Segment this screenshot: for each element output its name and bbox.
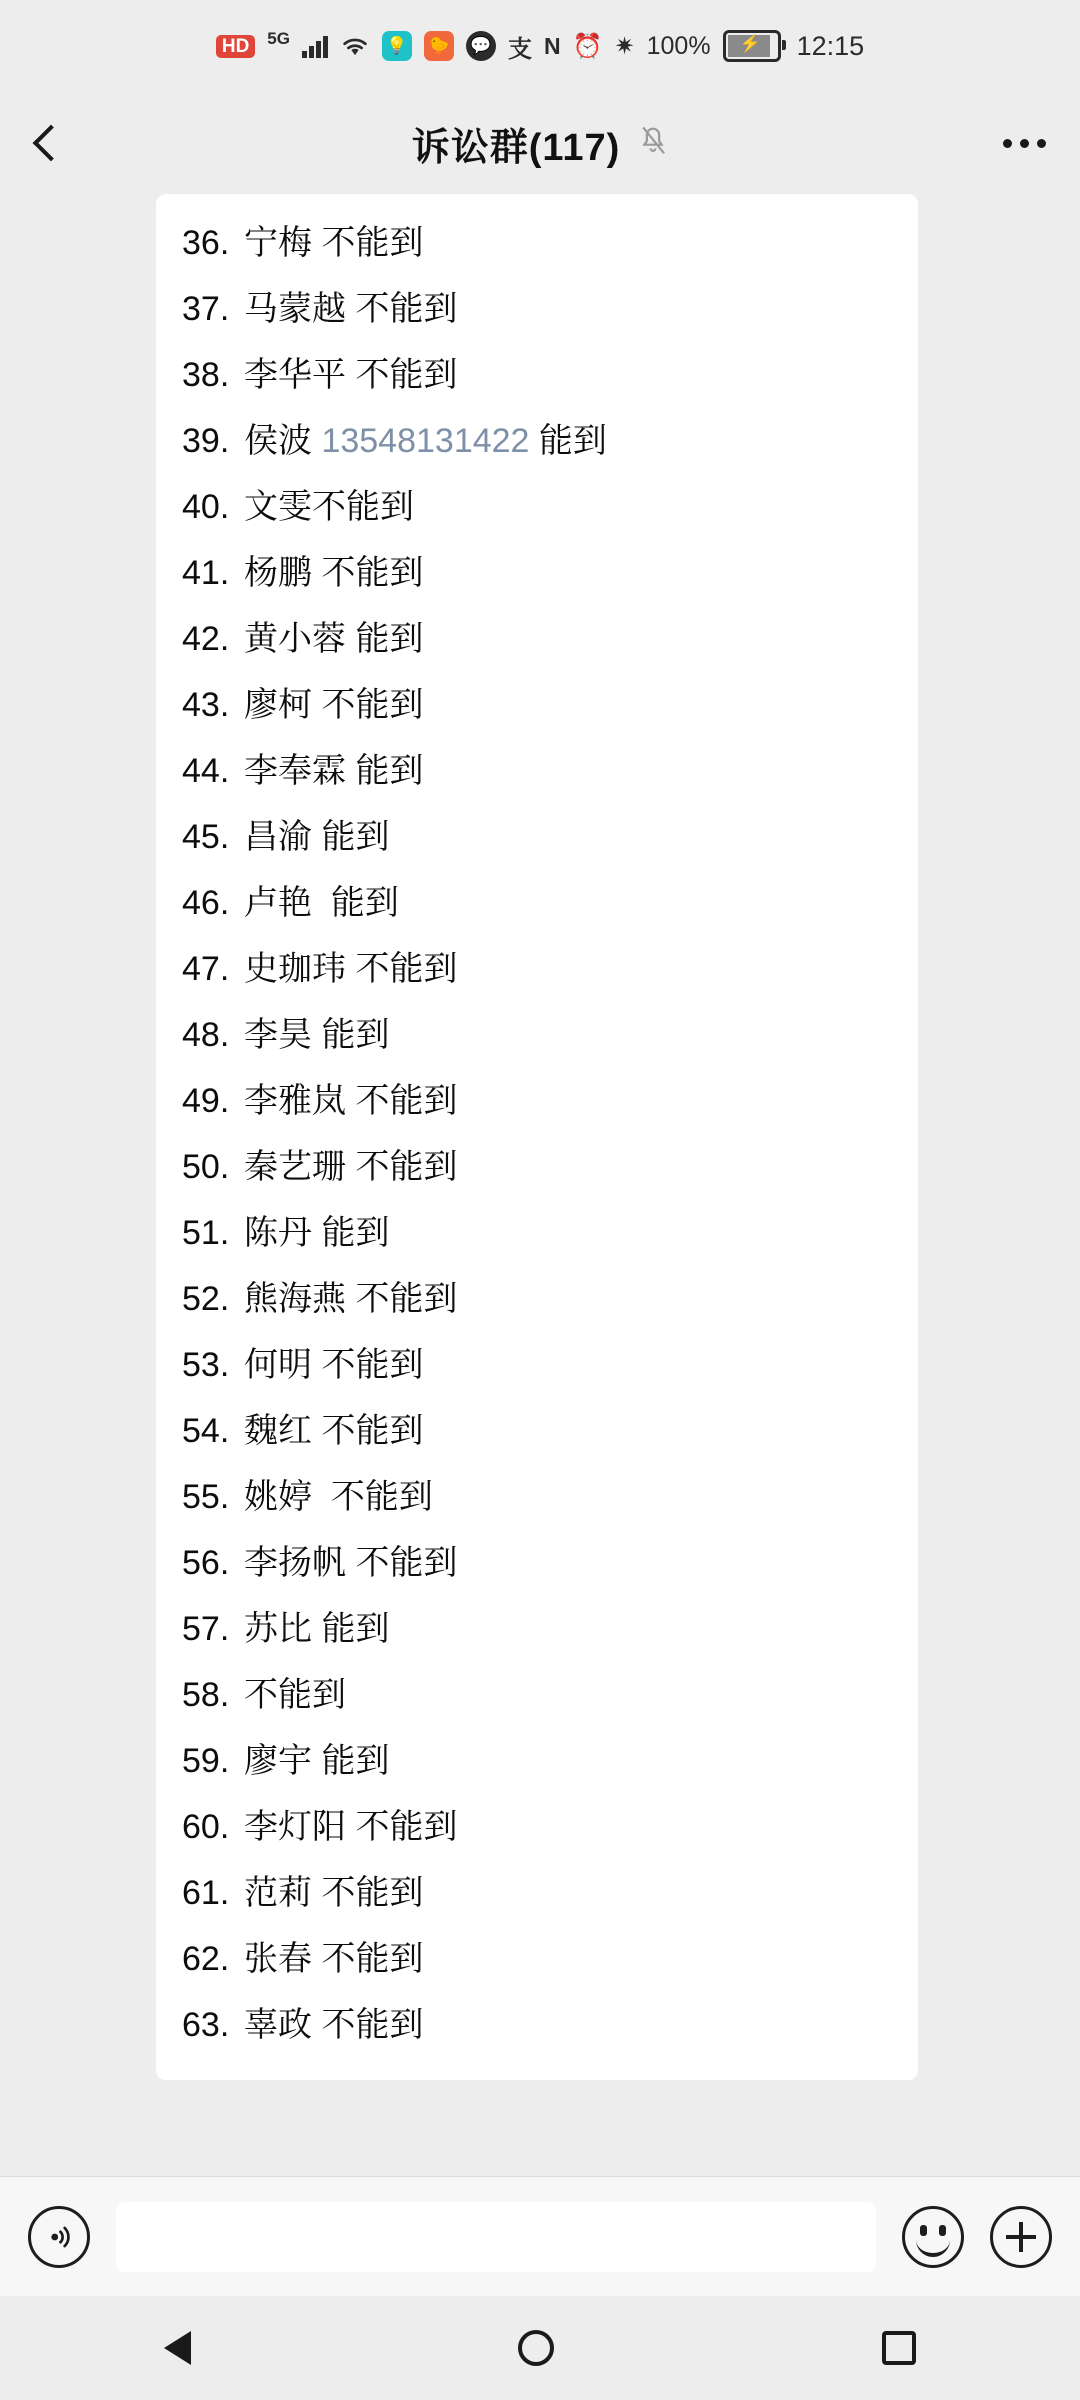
line-text: 卢艳 能到 — [244, 884, 399, 922]
alarm-icon: ⏰ — [572, 32, 603, 60]
line-index: 63. — [182, 2006, 230, 2044]
bluetooth-icon: ✷ — [614, 32, 635, 60]
message-line — [182, 738, 892, 804]
line-tail: 能到 — [529, 422, 607, 460]
nfc-icon: N — [543, 32, 561, 59]
bulb-app-icon: 💡 — [382, 31, 412, 61]
line-text: 马蒙越 不能到 — [244, 290, 458, 328]
message-line — [182, 1992, 892, 2058]
message-bubble[interactable] — [156, 194, 918, 2080]
line-index: 61. — [182, 1874, 230, 1912]
line-text: 黄小蓉 能到 — [244, 620, 424, 658]
message-line — [182, 342, 892, 408]
line-text: 张春 不能到 — [244, 1940, 424, 1978]
line-index: 57. — [182, 1610, 230, 1648]
line-text: 不能到 — [244, 1676, 346, 1714]
voice-input-icon[interactable] — [28, 2206, 90, 2268]
message-line — [182, 276, 892, 342]
nav-back-icon[interactable] — [164, 2331, 191, 2365]
line-index: 55. — [182, 1478, 230, 1516]
line-index: 54. — [182, 1412, 230, 1450]
message-line — [182, 1662, 892, 1728]
line-text: 魏红 不能到 — [244, 1412, 424, 1450]
line-index: 51. — [182, 1214, 230, 1252]
line-text: 史珈玮 不能到 — [244, 950, 458, 988]
message-line — [182, 1728, 892, 1794]
line-text: 李灯阳 不能到 — [244, 1808, 458, 1846]
line-index: 60. — [182, 1808, 230, 1846]
line-index: 40. — [182, 488, 230, 526]
line-text: 廖柯 不能到 — [244, 686, 424, 724]
add-more-icon[interactable] — [990, 2206, 1052, 2268]
line-index: 47. — [182, 950, 230, 988]
line-index: 59. — [182, 1742, 230, 1780]
line-index: 38. — [182, 356, 230, 394]
battery-percent-label: 100% — [646, 31, 711, 60]
header-title-group — [0, 116, 1080, 171]
chat-message-list[interactable] — [0, 194, 1080, 2176]
line-index: 36. — [182, 224, 230, 262]
line-index: 37. — [182, 290, 230, 328]
line-index: 45. — [182, 818, 230, 856]
line-index: 42. — [182, 620, 230, 658]
page-title: 诉讼群(117) — [411, 126, 621, 169]
line-text: 李华平 不能到 — [244, 356, 458, 394]
system-navigation-bar — [0, 2296, 1080, 2400]
message-line — [182, 1398, 892, 1464]
message-line — [182, 1530, 892, 1596]
line-text: 李雅岚 不能到 — [244, 1082, 458, 1120]
nav-home-icon[interactable] — [518, 2330, 554, 2366]
message-line — [182, 1200, 892, 1266]
chat-app-icon: 💬 — [466, 31, 496, 61]
battery-charging-icon: ⚡ — [723, 30, 781, 62]
back-chevron-icon[interactable] — [34, 123, 56, 163]
signal-bars-icon — [302, 34, 328, 58]
line-text: 辜政 不能到 — [244, 2006, 424, 2044]
status-time: 12:15 — [796, 30, 865, 61]
message-line — [182, 1794, 892, 1860]
message-line — [182, 1134, 892, 1200]
line-text: 李扬帆 不能到 — [244, 1544, 458, 1582]
qq-app-icon: 🐤 — [424, 31, 454, 61]
chat-header — [0, 92, 1080, 194]
alipay-app-icon: 支 — [507, 35, 532, 63]
message-line — [182, 210, 892, 276]
line-index: 53. — [182, 1346, 230, 1384]
line-index: 49. — [182, 1082, 230, 1120]
5g-icon: 5G — [267, 29, 290, 48]
line-text: 苏比 能到 — [244, 1610, 390, 1648]
message-line — [182, 540, 892, 606]
emoji-icon[interactable] — [902, 2206, 964, 2268]
line-text: 昌渝 能到 — [244, 818, 390, 856]
message-line — [182, 672, 892, 738]
line-index: 39. — [182, 422, 230, 460]
line-text: 秦艺珊 不能到 — [244, 1148, 458, 1186]
message-line — [182, 606, 892, 672]
message-line — [182, 870, 892, 936]
message-line — [182, 804, 892, 870]
line-index: 52. — [182, 1280, 230, 1318]
line-text: 廖宇 能到 — [244, 1742, 390, 1780]
message-line — [182, 1926, 892, 1992]
line-text: 姚婷 不能到 — [244, 1478, 433, 1516]
phone-number-link[interactable]: 13548131422 — [321, 422, 530, 460]
line-text: 范莉 不能到 — [244, 1874, 424, 1912]
line-text: 李奉霖 能到 — [244, 752, 424, 790]
message-line — [182, 1002, 892, 1068]
wifi-icon — [340, 35, 370, 57]
message-line — [182, 1464, 892, 1530]
message-line — [182, 1596, 892, 1662]
line-text: 熊海燕 不能到 — [244, 1280, 458, 1318]
line-index: 50. — [182, 1148, 230, 1186]
message-line — [182, 1266, 892, 1332]
line-index: 56. — [182, 1544, 230, 1582]
line-text: 文雯不能到 — [244, 488, 414, 526]
line-name: 侯波 — [244, 422, 322, 460]
line-text: 何明 不能到 — [244, 1346, 424, 1384]
more-options-icon[interactable] — [1003, 139, 1046, 148]
message-input[interactable] — [116, 2202, 876, 2272]
hd-badge-icon: HD — [216, 35, 255, 58]
line-index: 43. — [182, 686, 230, 724]
line-text: 李昊 能到 — [244, 1016, 390, 1054]
line-index: 44. — [182, 752, 230, 790]
nav-recent-apps-icon[interactable] — [882, 2331, 916, 2365]
message-line — [182, 1860, 892, 1926]
status-bar — [0, 0, 1080, 92]
chat-input-bar — [0, 2176, 1080, 2296]
line-index: 58. — [182, 1676, 230, 1714]
line-index: 62. — [182, 1940, 230, 1978]
line-index: 48. — [182, 1016, 230, 1054]
status-icons — [216, 29, 864, 64]
message-line — [182, 474, 892, 540]
message-line — [182, 1068, 892, 1134]
line-text: 宁梅 不能到 — [244, 224, 424, 262]
line-index: 46. — [182, 884, 230, 922]
line-text: 杨鹏 不能到 — [244, 554, 424, 592]
message-line — [182, 936, 892, 1002]
line-text: 陈丹 能到 — [244, 1214, 390, 1252]
message-line — [182, 1332, 892, 1398]
message-line — [182, 408, 892, 474]
mute-bell-icon — [638, 125, 668, 162]
line-index: 41. — [182, 554, 230, 592]
